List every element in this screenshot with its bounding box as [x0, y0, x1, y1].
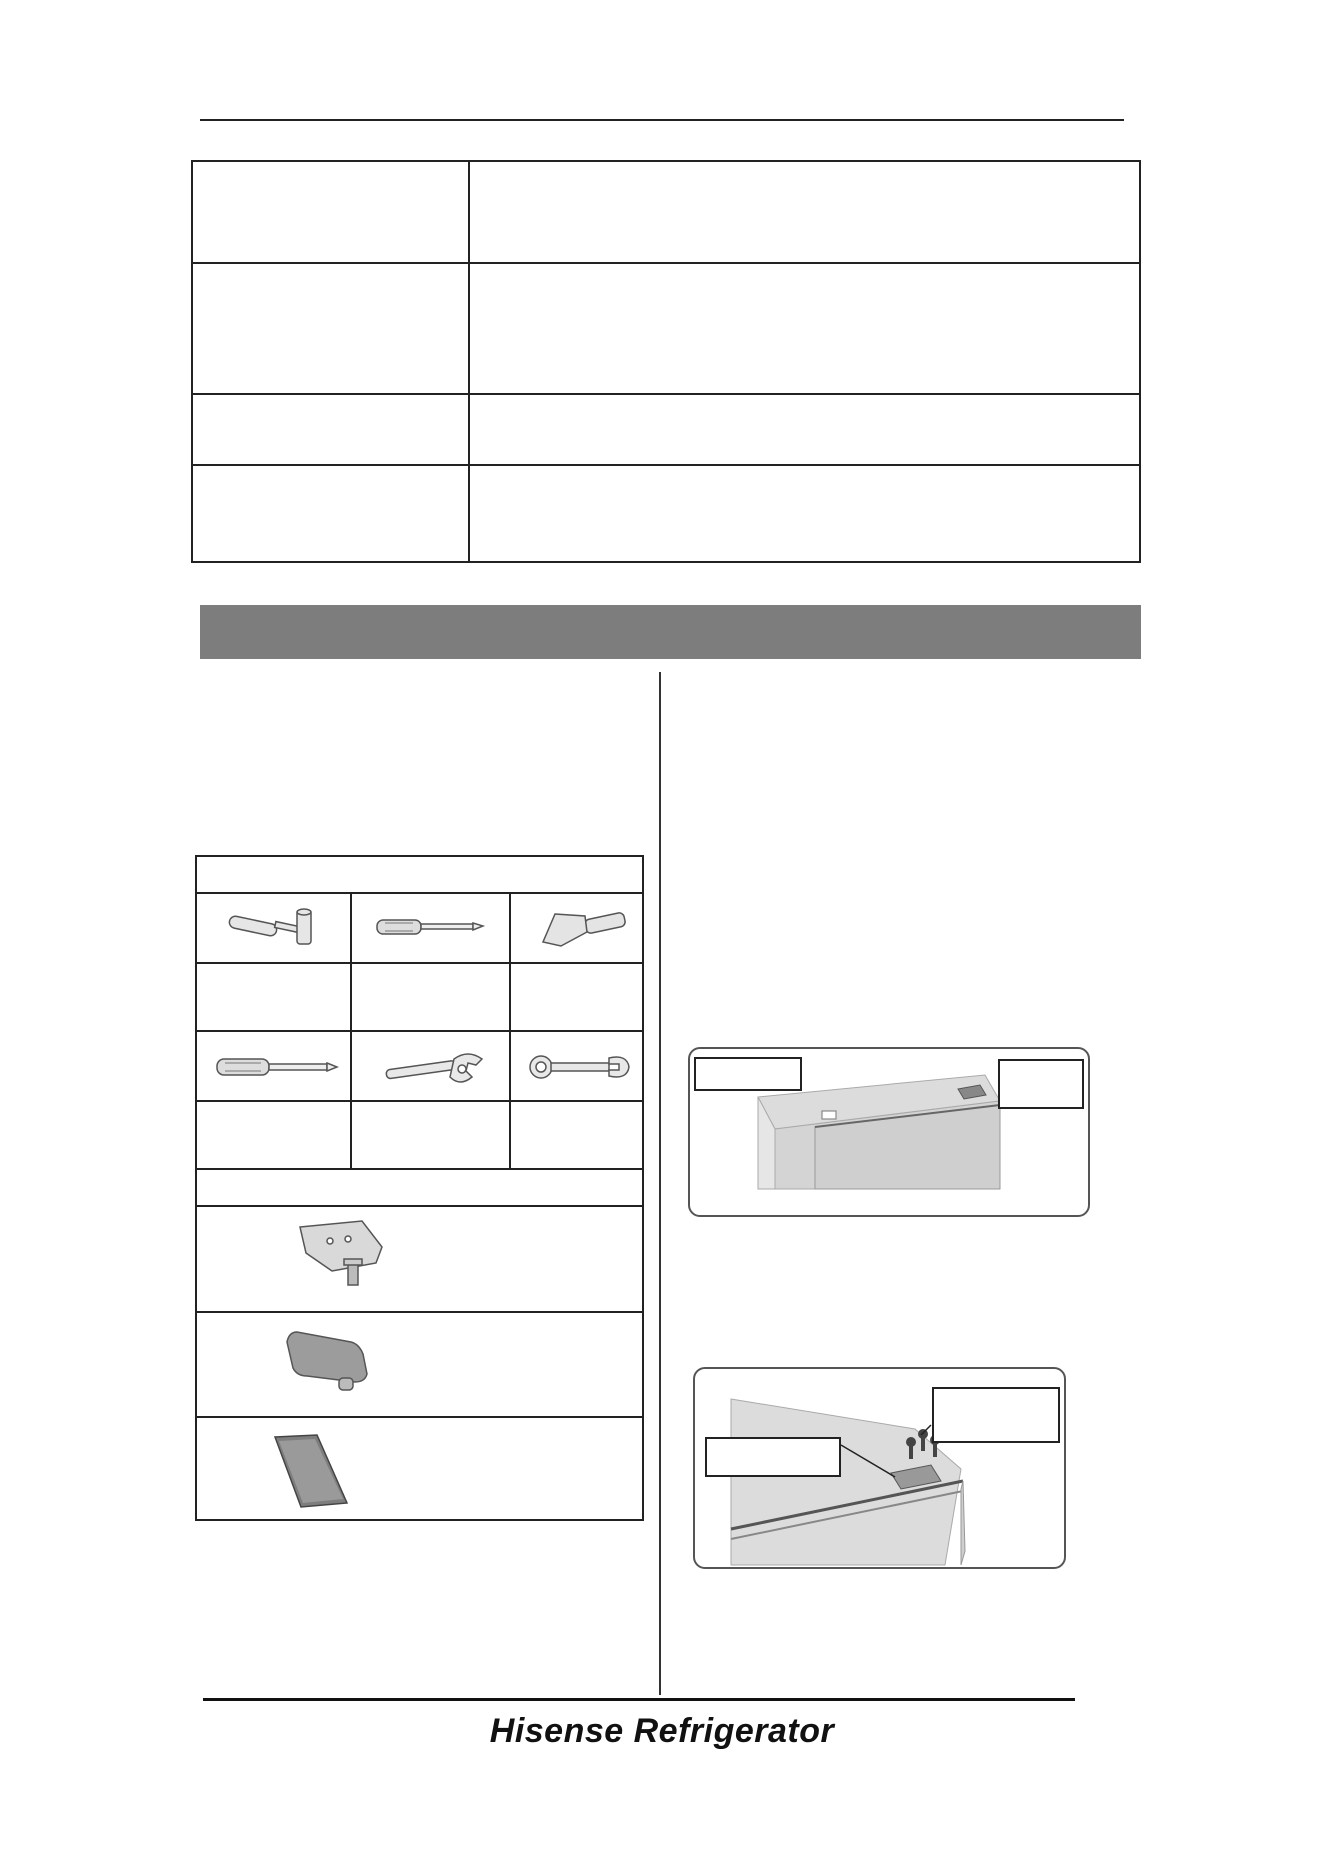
footer-rule: [203, 1698, 1075, 1701]
table-row-divider: [193, 464, 1139, 466]
table-column-divider: [468, 162, 470, 561]
adjustable-wrench-icon: [382, 1047, 492, 1087]
figure-hinge-screws: [693, 1367, 1066, 1569]
row-divider: [197, 1416, 642, 1418]
callout-left: [705, 1437, 841, 1477]
callout-right: [932, 1387, 1060, 1443]
section-title-bar: [200, 605, 1141, 659]
row-divider: [197, 1311, 642, 1313]
col-divider: [509, 892, 511, 1168]
tools-table: [195, 855, 644, 1521]
row-divider: [197, 962, 642, 964]
spec-table: [191, 160, 1141, 563]
header-rule: [200, 119, 1124, 121]
phillips-screwdriver-icon: [215, 1052, 340, 1082]
row-divider: [197, 1168, 642, 1170]
figure-fridge-top: [688, 1047, 1090, 1217]
callout-right: [998, 1059, 1084, 1109]
combination-wrench-icon: [527, 1052, 632, 1082]
table-row-divider: [193, 393, 1139, 395]
socket-wrench-icon: [225, 902, 325, 952]
row-divider: [197, 892, 642, 894]
row-divider: [197, 1030, 642, 1032]
cover-plate-icon: [257, 1429, 357, 1511]
hinge-cover-icon: [277, 1322, 387, 1404]
brand-logo: Hisense Refrigerator: [489, 1712, 835, 1750]
column-divider: [659, 672, 661, 1695]
screwdriver-icon: [375, 912, 485, 942]
hinge-bracket-icon: [292, 1219, 392, 1301]
row-divider: [197, 1100, 642, 1102]
callout-left: [694, 1057, 802, 1091]
row-divider: [197, 1205, 642, 1207]
col-divider: [350, 892, 352, 1168]
table-row-divider: [193, 262, 1139, 264]
putty-knife-icon: [535, 902, 630, 952]
